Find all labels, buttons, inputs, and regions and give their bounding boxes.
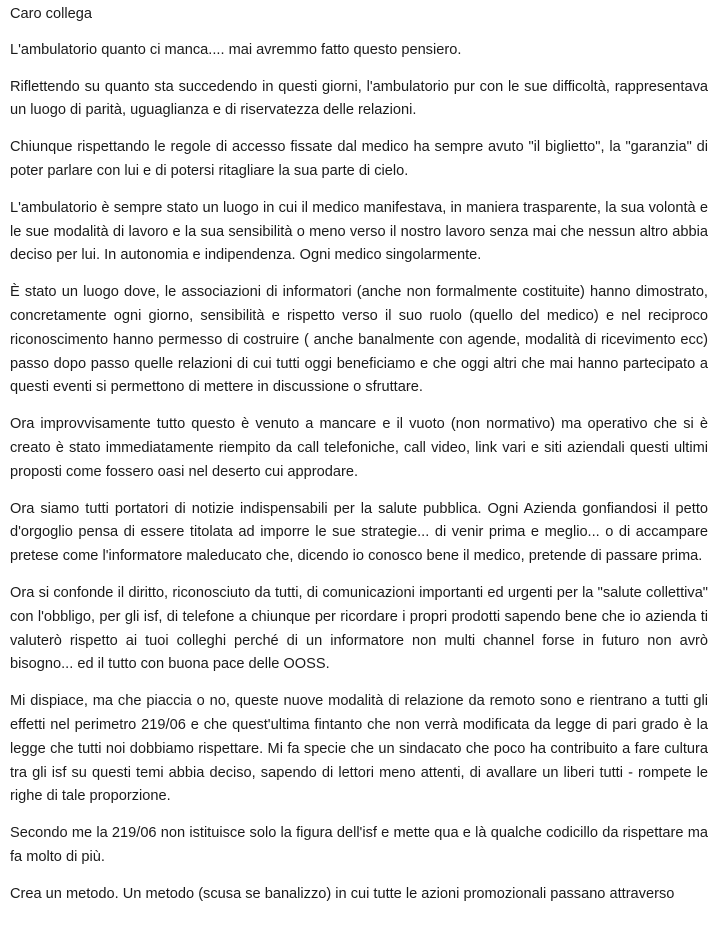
paragraph-diritto-obbligo: Ora si confonde il diritto, riconosciuto da tutti, di comunicazioni importanti ed urgenti per la "salute collettiva" con l'obbligo, per gli isf, di telefone a chiunque per ricordare i propri prodotti sapendo bene che io azienda ti valuterò rispetto ai tuoi colleghi perché di un informatore non multi channel forse in futuro non avrò bisogno... ed il tutto con buona pace delle OOSS. [10, 584, 708, 673]
paragraph-ambulatorio-luogo: L'ambulatorio è sempre stato un luogo in cui il medico manifestava, in maniera trasparente, la sua volontà e le sue modalità di lavoro e la sua sensibilità o meno verso il nostro lavoro senza mai che nessun altro abbia deciso per lui. In autonomia e indipendenza. Ogni medico singolarmente. [10, 199, 708, 264]
paragraph-riflettendo: Riflettendo su quanto sta succedendo in questi giorni, l'ambulatorio pur con le sue difficoltà, rappresentava un luogo di parità, uguaglianza e di riservatezza delle relazioni. [10, 78, 708, 119]
paragraph-vuoto-operativo: Ora improvvisamente tutto questo è venuto a mancare e il vuoto (non normativo) ma operativo che si è creato è stato immediatamente riempito da call telefoniche, call video, link vari e siti aziendali questi ultimi proposti come fossero oasi nel deserto cui approdare. [10, 416, 708, 480]
paragraph-metodo: Crea un metodo. Un metodo (scusa se banalizzo) in cui tutte le azioni promozionali passano attraverso [10, 885, 675, 902]
letter-greeting: Caro collega [10, 6, 92, 22]
paragraph-chiunque: Chiunque rispettando le regole di accesso fissate dal medico ha sempre avuto "il biglietto", la "garanzia" di poter parlare con lui e di potersi ritagliare la sua parte di cielo. [10, 139, 708, 179]
paragraph-ambulatorio-manca: L'ambulatorio quanto ci manca.... mai avremmo fatto questo pensiero. [10, 41, 462, 58]
paragraph-associazioni: È stato un luogo dove, le associazioni di informatori (anche non formalmente costituite) hanno dimostrato, concretamente ogni giorno, sensibilità e rispetto verso il suo ruolo (quello del medico) e nel reciproco riconoscimento hanno permesso di costruire ( anche banalmente con agende, modalità di ricevimento ecc) passo dopo passo quelle relazioni di cui tutti oggi beneficiamo e che oggi altri che mai hanno partecipato a questi eventi si permettono di mettere in discussione o sfruttare. [10, 284, 708, 396]
letter-document [10, 3, 708, 920]
paragraph-portatori-notizie: Ora siamo tutti portatori di notizie indispensabili per la salute pubblica. Ogni Azienda gonfiandosi il petto d'orgoglio pensa di essere titolata ad imporre le sue strategie... di venir prima e meglio... o di accampare pretese come l'informatore maleducato che, dicendo io conosco bene il medico, pretende di passare prima. [10, 500, 708, 565]
paragraph-figura-isf: Secondo me la 219/06 non istituisce solo la figura dell'isf e mette qua e là qualche codicillo da rispettare ma fa molto di più. [10, 825, 708, 865]
paragraph-perimetro-219: Mi dispiace, ma che piaccia o no, queste nuove modalità di relazione da remoto sono e rientrano a tutti gli effetti nel perimetro 219/06 e che quest'ultima fintanto che non verrà modificata da legge di pari grado è la legge che tutti noi dobbiamo rispettare. Mi fa specie che un sindacato che poco ha contribuito a fare cultura tra gli isf su questi temi abbia deciso, sapendo di lettori meno attenti, di avallare un liberi tutti - rompete le righe di tale proporzione. [10, 693, 708, 805]
